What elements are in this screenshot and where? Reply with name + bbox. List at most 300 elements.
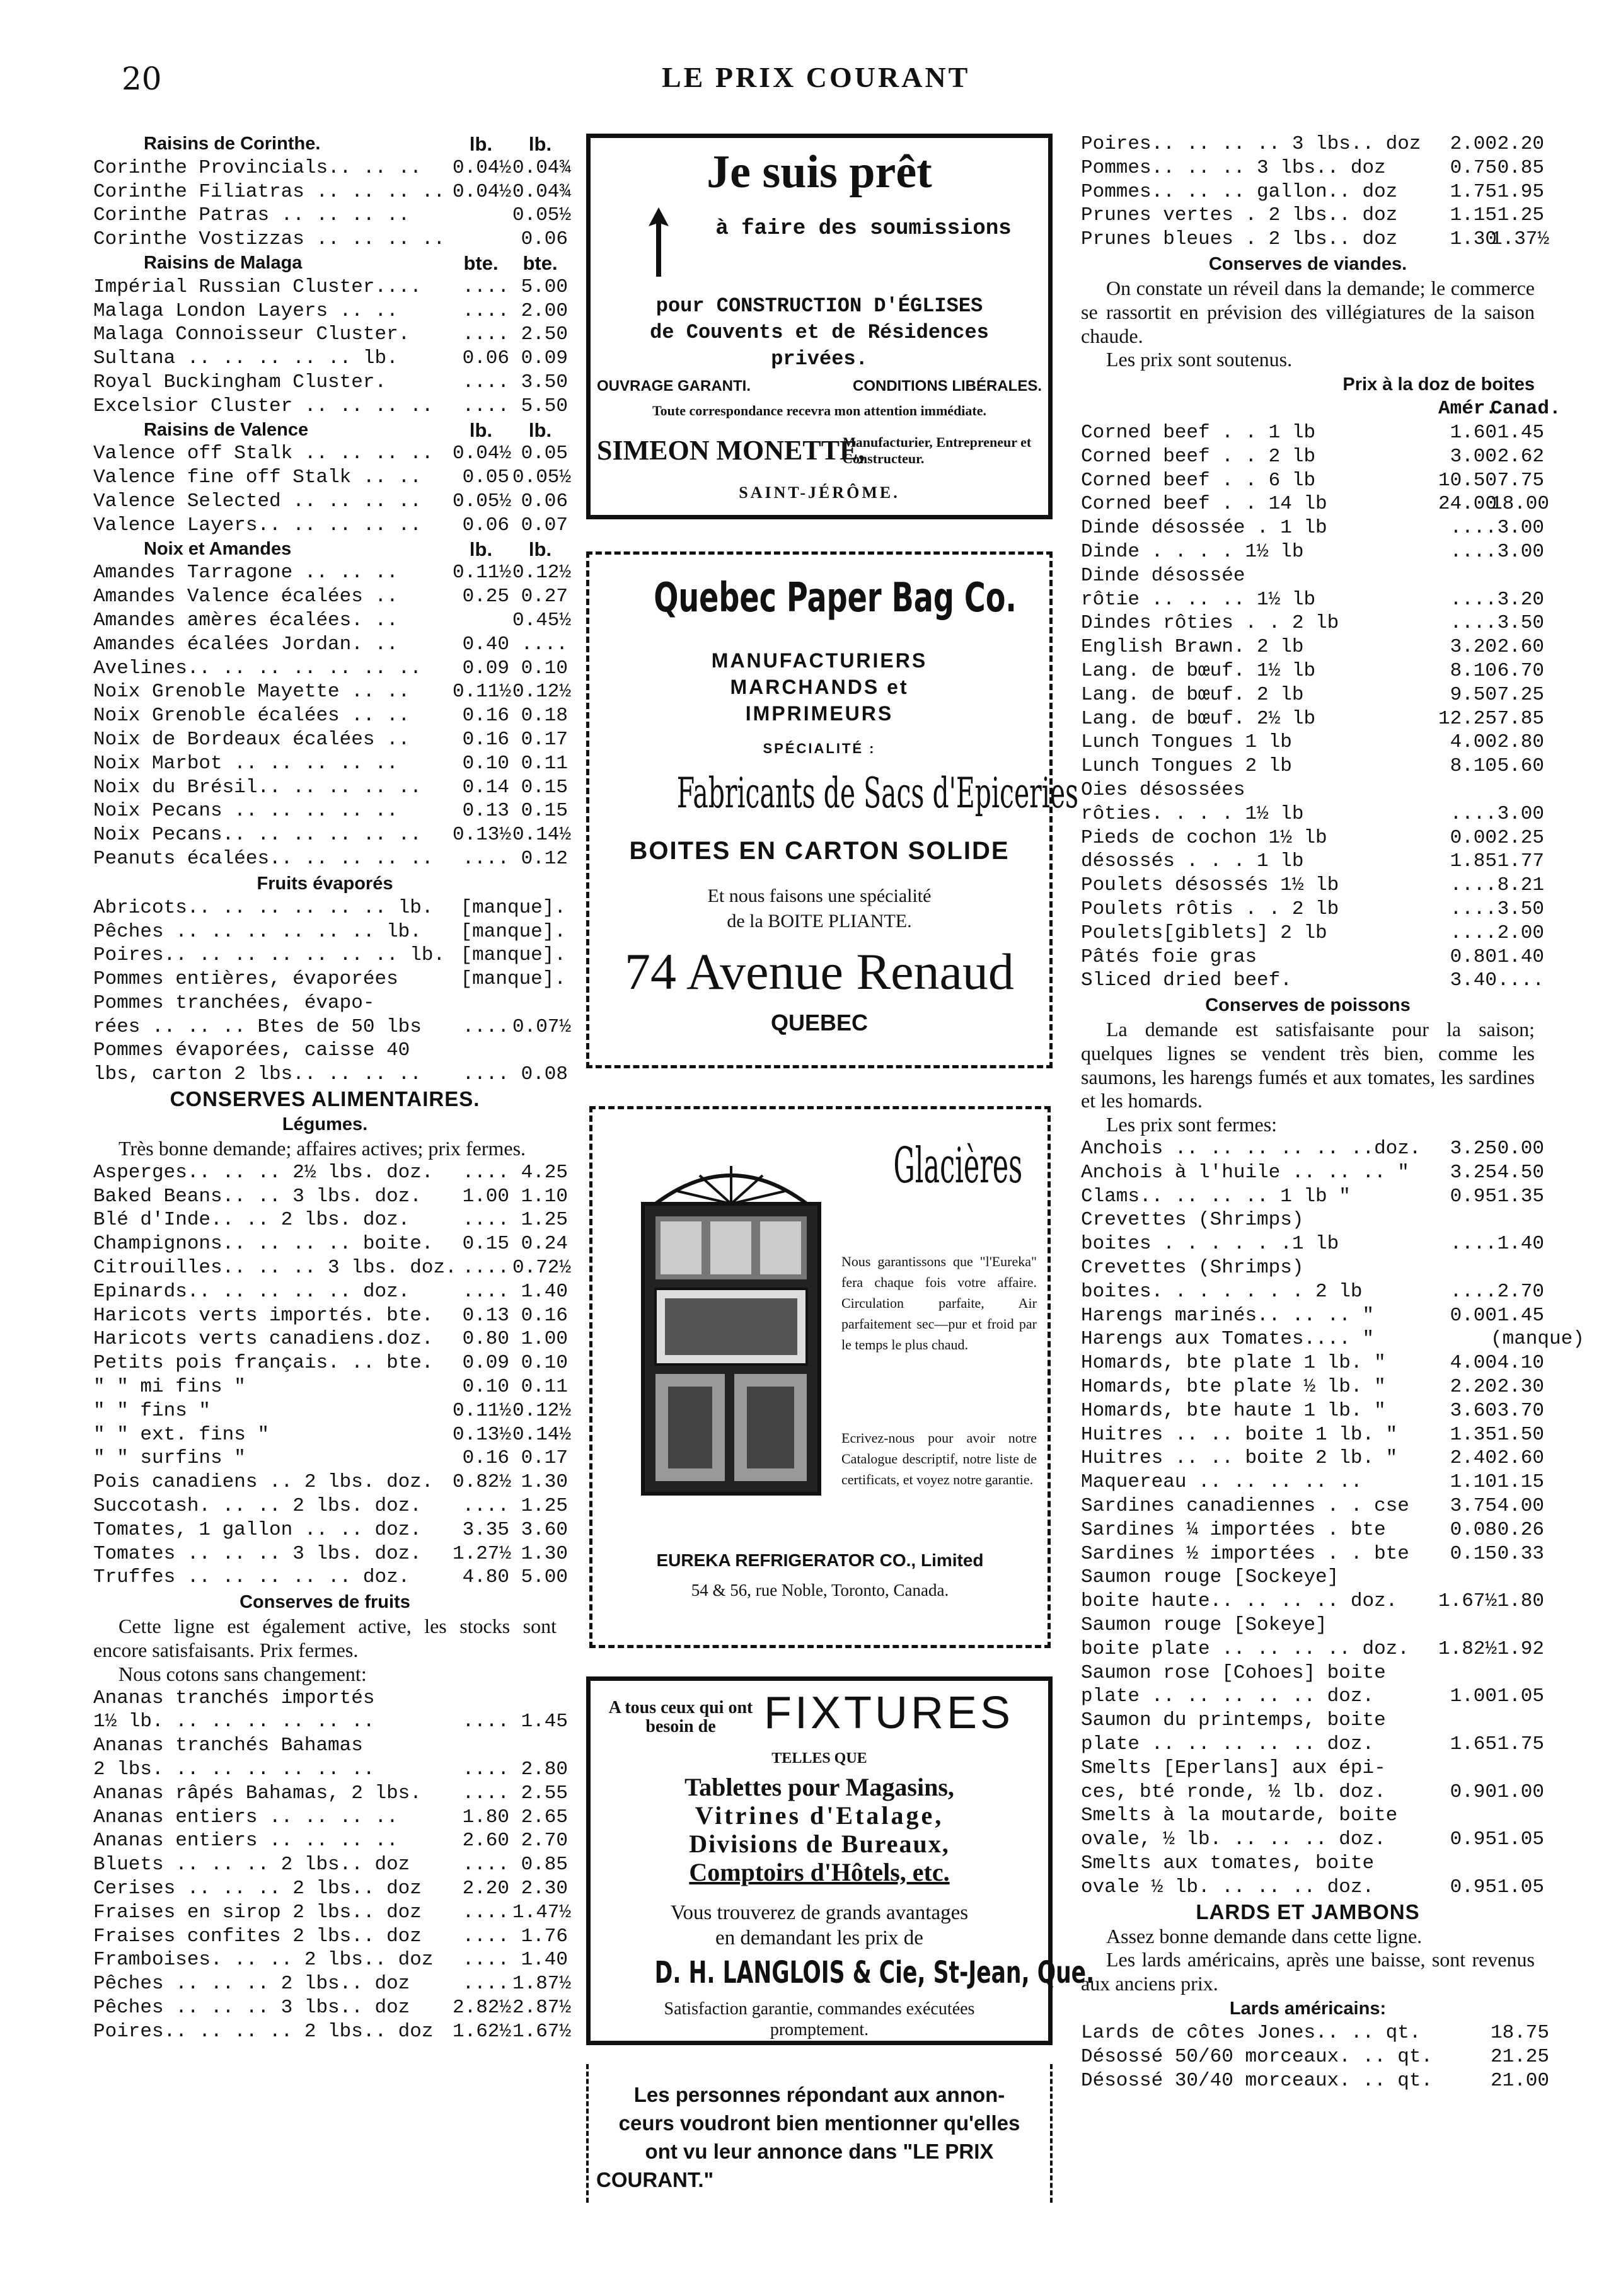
item-label: Poulets rôtis . . 2 lb (1081, 897, 1339, 920)
price-value-1: 1.15 (1450, 204, 1497, 227)
price-value-2: 1.45 (1497, 421, 1544, 444)
price-value-1: 4.00 (1450, 731, 1497, 754)
price-row (93, 442, 568, 466)
major-heading: CONSERVES ALIMENTAIRES. (170, 1087, 480, 1111)
price-row (93, 1063, 568, 1087)
price-value-1: 0.00 (1450, 826, 1497, 849)
section-heading: Légumes. (282, 1114, 368, 1135)
price-value-1: 4.00 (1450, 1352, 1497, 1375)
price-row (93, 514, 568, 538)
price-value-1: 10.50 (1438, 469, 1497, 492)
item-label: Corinthe Provincials.. .. .. (93, 156, 422, 179)
item-label: Tomates, 1 gallon .. .. doz. (93, 1518, 422, 1541)
refrigerator-illustration (630, 1147, 832, 1500)
price-value-1: .... (462, 1710, 509, 1733)
ad-company: D. H. LANGLOIS & Cie, St-Jean, Que. (654, 1955, 1095, 1990)
price-value-2: 1.87½ (512, 1973, 572, 1995)
item-label: Ananas tranchés importés (93, 1687, 375, 1709)
item-label: Lunch Tongues 1 lb (1081, 731, 1292, 754)
price-value-1: 0.82½ (453, 1471, 512, 1494)
item-label: Smelts à la moutarde, boite (1081, 1804, 1398, 1827)
price-row (93, 704, 568, 728)
item-label: Dinde . . . . 1½ lb (1081, 540, 1304, 563)
price-row (1081, 874, 1544, 897)
price-value-1: 0.16 (462, 1447, 509, 1470)
ad-line1: pour CONSTRUCTION D'ÉGLISES (655, 294, 983, 318)
item-label: Abricots.. .. .. .. .. .. lb. (93, 896, 434, 919)
price-value-1: 0.13½ (453, 1423, 512, 1446)
price-value-2: 18.00 (1491, 493, 1550, 516)
price-row (93, 1877, 568, 1901)
item-label: Petits pois français. .. bte. (93, 1352, 434, 1375)
item-label: Ananas râpés Bahamas, 2 lbs. (93, 1782, 422, 1804)
price-row (93, 1161, 568, 1185)
price-value-1: .... (462, 1063, 509, 1086)
section-heading: Fruits évaporés (257, 873, 393, 894)
ad-note2: de la BOITE PLIANTE. (727, 911, 912, 932)
item-label: Dinde désossée (1081, 564, 1245, 587)
price-row (93, 967, 566, 991)
item-label: Peanuts écalées.. .. .. .. .. (93, 847, 434, 870)
price-row (93, 180, 572, 204)
item-label: Lang. de bœuf. 1½ lb (1081, 659, 1316, 682)
price-row (1081, 1232, 1544, 1256)
price-value-1: 1.27½ (453, 1542, 512, 1565)
price-value-2: 5.00 (521, 1566, 568, 1589)
ad-line2: Vitrines d'Etalage, (695, 1801, 944, 1830)
price-value-1: 0.25 (462, 586, 509, 608)
price-row (93, 1256, 572, 1280)
price-value-1: 0.08 (1450, 1518, 1497, 1541)
price-value-2: 1.05 (1497, 1685, 1544, 1708)
price-row (93, 466, 572, 490)
item-label: Noix du Brésil.. .. .. .. .. (93, 776, 422, 799)
section-heading-row (93, 132, 557, 156)
ad-city: QUEBEC (770, 1010, 869, 1036)
price-row (93, 1972, 572, 1996)
item-label: Malaga Connoisseur Cluster. (93, 323, 410, 346)
price-value-2: 1.92 (1497, 1637, 1544, 1660)
price-value-2: 0.14½ (512, 824, 572, 846)
price-value-2: .... (521, 633, 568, 655)
price-value-2: 0.00 (1497, 1138, 1544, 1160)
price-row (1081, 635, 1544, 659)
price-row (1081, 204, 1544, 228)
market-commentary: Assez bonne demande dans cette ligne. (1106, 1924, 1423, 1947)
price-row (93, 1208, 568, 1232)
ad-headline: Quebec Paper Bag Co. (654, 575, 1017, 621)
item-label: Amandes Valence écalées .. (93, 586, 398, 608)
price-value-2: 1.47½ (512, 1901, 572, 1924)
price-value-1: .... (462, 395, 509, 417)
item-label: Amandes écalées Jordan. .. (93, 633, 398, 655)
item-label: 2 lbs. .. .. .. .. .. .. (93, 1758, 375, 1780)
item-label-line (1081, 1208, 1535, 1232)
price-value-2: 3.00 (1497, 802, 1544, 825)
price-row (1081, 1470, 1544, 1494)
price-value-2: 2.25 (1497, 826, 1544, 849)
item-label: Harengs marinés.. .. .. " (1081, 1304, 1375, 1327)
item-label-line (1081, 1852, 1535, 1876)
price-value-1: 0.06 (462, 347, 509, 370)
price-row (1081, 1185, 1544, 1209)
price-row (1081, 2069, 1550, 2093)
price-value-1: 0.13 (462, 1304, 509, 1327)
price-value-2: 0.06 (521, 228, 568, 251)
price-row (93, 1758, 568, 1782)
price-value-2: 21.00 (1491, 2069, 1550, 2092)
price-value-1: .... (462, 1209, 509, 1232)
price-row (1081, 469, 1544, 493)
market-commentary: Très bonne demande; affaires actives; prix fermes. (118, 1137, 526, 1160)
item-label: Pommes.. .. .. gallon.. doz (1081, 180, 1398, 203)
price-value-2: 1.67½ (512, 2020, 572, 2043)
price-value-2: 1.40 (1497, 945, 1544, 968)
item-label: Pêches .. .. .. 3 lbs.. doz (93, 1996, 410, 2019)
ad-line1: Tablettes pour Magasins, (684, 1773, 954, 1801)
price-row (93, 585, 568, 609)
price-value-2: 1.37½ (1491, 228, 1550, 251)
item-label: Lards de côtes Jones.. .. qt. (1081, 2021, 1421, 2044)
price-value-1: 3.75 (1450, 1495, 1497, 1518)
price-row (93, 1375, 568, 1399)
price-value-1: .... (462, 1758, 509, 1780)
price-value-2: 2.62 (1497, 445, 1544, 468)
item-label: boite haute.. .. .. .. doz. (1081, 1590, 1398, 1613)
price-row (93, 1015, 572, 1039)
column-heading: Prix à la doz de boites (1342, 374, 1535, 395)
item-label: Corned beef . . 6 lb (1081, 469, 1316, 492)
item-label: plate .. .. .. .. .. doz. (1081, 1685, 1375, 1708)
price-row (1081, 1876, 1544, 1900)
market-commentary: Nous cotons sans changement: (118, 1662, 367, 1685)
price-value-1: 0.04½ (453, 156, 512, 179)
price-row (1081, 945, 1544, 969)
price-row (93, 1782, 568, 1806)
item-label: Poires.. .. .. .. 3 lbs.. doz (1081, 133, 1421, 155)
item-label: Citrouilles.. .. .. 3 lbs. doz. (93, 1257, 457, 1279)
price-value-2: 1.40 (1497, 1233, 1544, 1255)
price-row (1081, 1446, 1544, 1470)
price-note: [manque]. (460, 896, 566, 919)
price-value-2: 2.80 (1497, 731, 1544, 754)
item-label: Smelts [Eperlans] aux épi- (1081, 1757, 1386, 1779)
price-value-2: (manque) (1491, 1328, 1585, 1351)
price-value-1: 0.15 (1450, 1542, 1497, 1565)
item-label: Valence Selected .. .. .. .. (93, 490, 422, 512)
footer-line-1: Les personnes répondant aux annon- (633, 2083, 1005, 2106)
ad-line3: privées. (771, 347, 868, 371)
item-label: Ananas entiers .. .. .. .. (93, 1806, 398, 1828)
price-value-1: 1.10 (1450, 1471, 1497, 1494)
item-label: plate .. .. .. .. .. doz. (1081, 1733, 1375, 1755)
item-label: ovale, ½ lb. .. .. .. doz. (1081, 1828, 1386, 1851)
price-row (1081, 1828, 1544, 1852)
item-label: Valence off Stalk .. .. .. .. (93, 442, 434, 465)
item-label: Haricots verts importés. bte. (93, 1304, 434, 1327)
price-row (1081, 1327, 1585, 1351)
price-value-2: 0.85 (521, 1854, 568, 1876)
item-label: lbs, carton 2 lbs.. .. .. .. (93, 1063, 422, 1086)
price-value-2: 1.25 (521, 1209, 568, 1232)
price-row (93, 1399, 572, 1423)
price-value-2: 0.17 (521, 1447, 568, 1470)
price-row (93, 847, 568, 871)
item-label: Noix Grenoble Mayette .. .. (93, 681, 410, 703)
price-value-2: 7.25 (1497, 683, 1544, 706)
ad-headline: Je suis prêt (707, 146, 932, 198)
item-label: 1½ lb. .. .. .. .. .. .. (93, 1710, 375, 1733)
item-label: Clams.. .. .. .. 1 lb " (1081, 1185, 1351, 1208)
price-value-2: 0.15 (521, 800, 568, 822)
price-row (93, 1925, 568, 1949)
item-label: Maquereau .. .. .. .. .. (1081, 1471, 1363, 1494)
price-value-2: 0.85 (1497, 156, 1544, 179)
price-value-1: 1.75 (1450, 180, 1497, 203)
item-label: Corned beef . . 14 lb (1081, 493, 1327, 516)
item-label: Huitres .. .. boite 2 lb. " (1081, 1447, 1398, 1470)
item-label: désossés . . . 1 lb (1081, 850, 1304, 873)
price-value-2: 1.40 (521, 1949, 568, 1971)
ad-eureka-glacieres (589, 1106, 1051, 1648)
item-label: Dinde désossée . 1 lb (1081, 517, 1327, 539)
ad-address: 54 & 56, rue Noble, Toronto, Canada. (691, 1581, 949, 1600)
price-value-1: 0.00 (1450, 1304, 1497, 1327)
price-value-1: .... (462, 371, 509, 393)
price-row (1081, 132, 1544, 156)
price-value-1: 0.40 (462, 633, 509, 655)
ad-special: SPÉCIALITÉ : (763, 741, 876, 756)
price-value-1: 1.35 (1450, 1423, 1497, 1446)
item-label: Saumon rose [Cohoes] boite (1081, 1661, 1386, 1684)
item-label: Succotash. .. .. 2 lbs. doz. (93, 1495, 422, 1518)
item-label: English Brawn. 2 lb (1081, 636, 1304, 659)
section-heading: Noix et Amandes (144, 538, 292, 559)
price-value-2: 0.08 (521, 1063, 568, 1086)
price-row (1081, 421, 1544, 445)
price-value-2: 1.15 (1497, 1471, 1544, 1494)
price-value-1: 2.20 (462, 1877, 509, 1900)
ad-note1: Et nous faisons une spécialité (707, 886, 932, 906)
price-row (93, 275, 568, 299)
price-value-2: 0.05 (521, 442, 568, 465)
section-heading: Raisins de Corinthe. (144, 134, 321, 154)
item-label: Crevettes (Shrimps) (1081, 1257, 1304, 1279)
running-head: LE PRIX COURANT (662, 61, 971, 93)
ad-place: SAINT-JÉRÔME. (739, 483, 900, 502)
item-label: Excelsior Cluster .. .. .. .. (93, 395, 434, 417)
price-row (93, 609, 572, 633)
major-heading: LARDS ET JAMBONS (1196, 1900, 1420, 1924)
price-value-1: 2.82½ (453, 1996, 512, 2019)
ad-guarantee: OUVRAGE GARANTI. (597, 378, 751, 395)
item-label: Corned beef . . 2 lb (1081, 445, 1316, 468)
item-label-line (1081, 1661, 1535, 1685)
item-label: Saumon du printemps, boite (1081, 1709, 1386, 1732)
ad-guarantee-2: promptement. (770, 2020, 869, 2039)
item-label: Baked Beans.. .. 3 lbs. doz. (93, 1185, 422, 1208)
price-value-1: .... (462, 1280, 509, 1303)
item-label-line (93, 1687, 557, 1710)
price-row (1081, 1780, 1544, 1804)
price-row (1081, 1423, 1544, 1447)
item-label: Poires.. .. .. .. 2 lbs.. doz (93, 2020, 434, 2043)
price-row (1081, 588, 1544, 612)
price-value-1: 4.80 (462, 1566, 509, 1589)
price-value-2: 0.04¾ (512, 156, 572, 179)
price-value-1: .... (462, 1495, 509, 1518)
price-value-1: .... (462, 1161, 509, 1184)
ad-line4: Comptoirs d'Hôtels, etc. (689, 1858, 950, 1886)
price-value-2: 0.24 (521, 1233, 568, 1255)
price-value-1: .... (462, 299, 509, 322)
price-row (1081, 228, 1550, 251)
ad-quebec-paper-bag (586, 551, 1079, 1068)
price-value-1: 2.60 (462, 1830, 509, 1852)
price-value-1: .... (462, 1925, 509, 1947)
price-value-2: 7.75 (1497, 469, 1544, 492)
price-value-1: .... (462, 1973, 509, 1995)
item-label: rées .. .. .. Btes de 50 lbs (93, 1015, 422, 1038)
price-row (1081, 1589, 1544, 1613)
price-value-2: 0.27 (521, 586, 568, 608)
price-value-2: 8.21 (1497, 874, 1544, 897)
price-row (93, 1829, 568, 1853)
price-row (1081, 445, 1544, 469)
unit-header-2: lb. (528, 133, 552, 155)
price-value-2: 0.18 (521, 705, 568, 727)
ad-intro: A tous ceux qui ont besoin de (608, 1698, 753, 1736)
price-value-2: 2.00 (1497, 921, 1544, 944)
item-label: ovale ½ lb. .. .. .. doz. (1081, 1876, 1375, 1898)
item-label: Saumon rouge [Sokeye] (1081, 1614, 1327, 1637)
price-row (1081, 1137, 1544, 1161)
item-label: Bluets .. .. .. 2 lbs.. doz (93, 1854, 410, 1876)
item-label: Poulets désossés 1½ lb (1081, 874, 1339, 897)
price-value-2: 1.05 (1497, 1876, 1544, 1898)
item-label: Corinthe Filiatras .. .. .. .. (93, 180, 446, 203)
item-label: Framboises. .. .. 2 lbs.. doz (93, 1949, 434, 1971)
price-row (93, 776, 568, 800)
price-value-1: .... (1450, 874, 1497, 897)
section-heading-row (93, 418, 557, 442)
item-label: Epinards.. .. .. .. .. doz. (93, 1280, 410, 1303)
price-value-2: 0.05½ (512, 466, 572, 489)
price-value-1: 24.00 (1438, 493, 1497, 516)
market-commentary: On constate un réveil dans la demande; le commerce se rassortit en prévision des villégiatures de la saison chaude. (1081, 276, 1535, 347)
item-label: Amandes Tarragone .. .. .. (93, 562, 398, 584)
price-value-2: 1.10 (521, 1185, 568, 1208)
section-heading-row (93, 251, 557, 275)
price-value-1: .... (462, 1854, 509, 1876)
price-row (1081, 969, 1544, 993)
item-label: Smelts aux tomates, boite (1081, 1852, 1375, 1874)
price-value-2: 1.30 (521, 1542, 568, 1565)
price-value-2: 0.12½ (512, 1399, 572, 1422)
price-value-1: 3.60 (1450, 1399, 1497, 1422)
item-label: Corinthe Vostizzas .. .. .. .. (93, 228, 446, 251)
item-label: rôties. . . . 1½ lb (1081, 802, 1304, 825)
page-number: 20 (122, 61, 162, 97)
price-value-2: 0.72½ (512, 1257, 572, 1279)
price-value-2: 0.10 (521, 657, 568, 679)
price-value-1: 0.95 (1450, 1185, 1497, 1208)
price-row (1081, 730, 1544, 754)
price-value-2: 1.75 (1497, 1733, 1544, 1755)
price-value-1: 3.25 (1450, 1138, 1497, 1160)
price-value-1: 3.00 (1450, 445, 1497, 468)
ad-line1: MANUFACTURIERS (711, 649, 928, 672)
price-row (93, 1423, 572, 1447)
price-value-1: 2.00 (1450, 133, 1497, 155)
price-value-1: 3.20 (1450, 636, 1497, 659)
price-row (93, 1806, 568, 1830)
ad-langlois-fixtures (586, 1676, 1095, 2045)
price-value-1: 0.09 (462, 1352, 509, 1375)
price-value-2: 1.25 (521, 1495, 568, 1518)
price-row (1081, 802, 1544, 826)
price-value-1: 0.11½ (453, 1399, 512, 1422)
item-label: Dindes rôties . . 2 lb (1081, 612, 1339, 635)
price-value-1: 2.20 (1450, 1376, 1497, 1399)
price-row (1081, 826, 1544, 850)
price-value-1: 1.82½ (1438, 1637, 1497, 1660)
price-value-1: 8.10 (1450, 659, 1497, 682)
item-label: Sardines canadiennes . . cse (1081, 1495, 1409, 1518)
item-label: Blé d'Inde.. .. 2 lbs. doz. (93, 1209, 410, 1232)
price-value-2: 1.50 (1497, 1423, 1544, 1446)
price-value-1: .... (1450, 517, 1497, 539)
price-row (93, 1853, 568, 1877)
price-value-2: 0.11 (521, 1376, 568, 1399)
ad-product: Fabricants de Sacs d'Epiceries (676, 769, 1079, 817)
price-value-2: 3.20 (1497, 588, 1544, 611)
price-row (93, 657, 568, 681)
price-value-2: 1.35 (1497, 1185, 1544, 1208)
price-value-1: 1.85 (1450, 850, 1497, 873)
price-value-1: 0.06 (462, 514, 509, 536)
price-value-1: 0.05 (462, 466, 509, 489)
item-label: Champignons.. .. .. .. boite. (93, 1233, 434, 1255)
price-row (93, 1470, 568, 1494)
item-label: " " surfins " (93, 1447, 246, 1470)
price-value-2: 1.45 (1497, 1304, 1544, 1327)
price-value-2: 3.50 (1497, 897, 1544, 920)
footer-line-4: COURANT." (596, 2168, 714, 2191)
section-heading: Conserves de viandes. (1208, 253, 1407, 274)
price-row (93, 1494, 568, 1518)
price-value-2: 2.55 (521, 1782, 568, 1804)
price-row (93, 1542, 568, 1566)
price-row (1081, 1637, 1544, 1661)
unit-header-2: lb. (528, 418, 552, 441)
price-row (1081, 754, 1544, 778)
ad-name: SIMEON MONETTE, (597, 435, 865, 466)
item-label: Royal Buckingham Cluster. (93, 371, 387, 393)
unit-header-1: lb. (469, 418, 493, 441)
price-value-2: 2.65 (521, 1806, 568, 1828)
price-value-1: 0.04½ (453, 442, 512, 465)
item-label: Fraises en sirop 2 lbs.. doz (93, 1901, 422, 1924)
price-value-2: 0.10 (521, 1352, 568, 1375)
price-value-1: 0.13½ (453, 824, 512, 846)
ad-body: Nous garantissons que "l'Eureka" fera chaque fois votre affaire. Circulation parfaite, Air parfaitement sec—pur et froid par le temps le plus chaud. (841, 1254, 1037, 1353)
price-value-2: 6.70 (1497, 659, 1544, 682)
price-value-1: .... (1450, 921, 1497, 944)
item-label: Homards, bte haute 1 lb. " (1081, 1399, 1386, 1422)
price-row (1081, 897, 1544, 921)
section-heading: Conserves de fruits (240, 1592, 410, 1613)
